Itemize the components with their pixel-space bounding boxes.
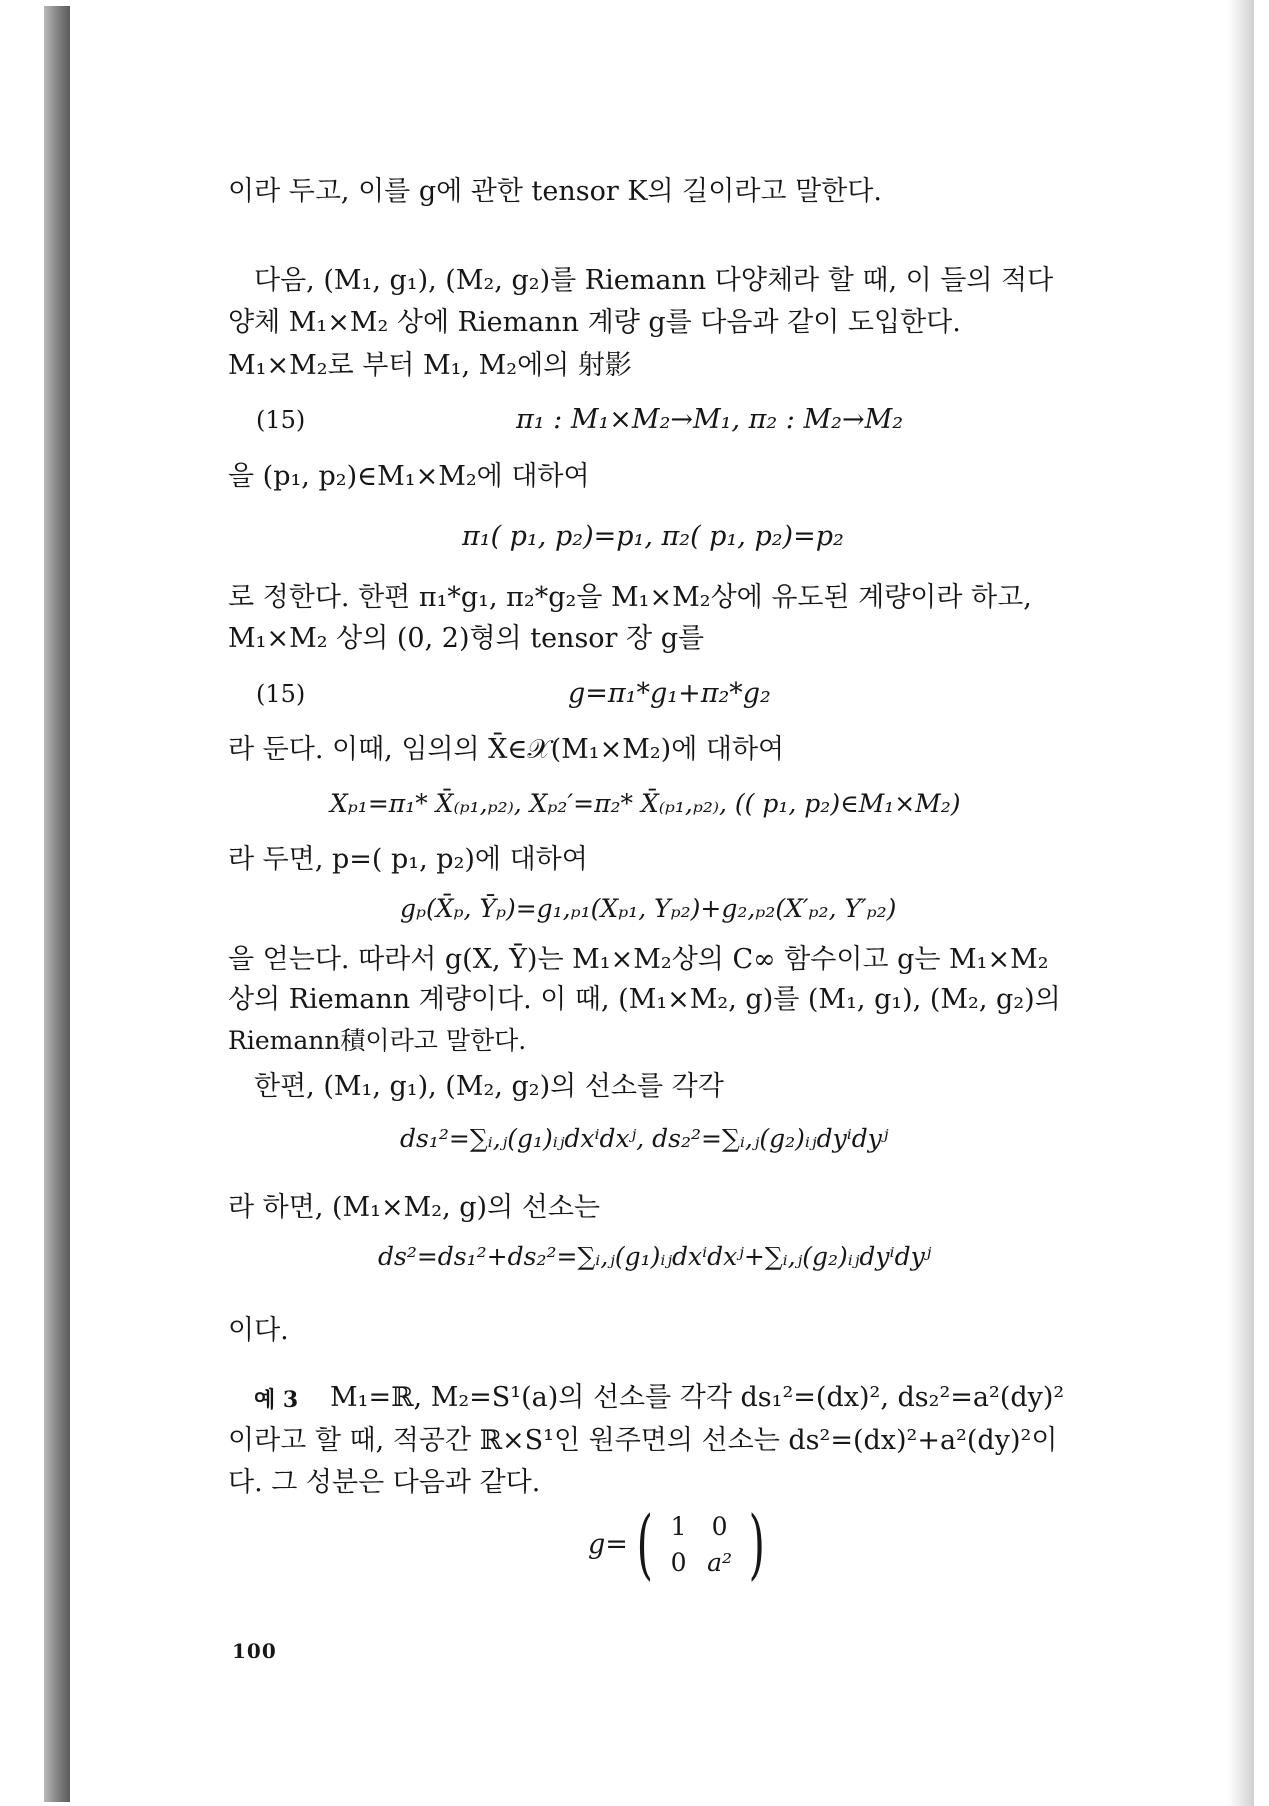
text-line: M₁×M₂로 부터 M₁, M₂에의 射影 (228, 350, 632, 381)
text-line: 라 하면, (M₁×M₂, g)의 선소는 (228, 1192, 600, 1223)
text-line: Riemann積이라고 말한다. (228, 1026, 527, 1055)
matrix-left-paren: ( (636, 1499, 653, 1588)
equation: g=π₁*g₁+π₂*g₂ (568, 678, 771, 709)
book-spine (44, 6, 70, 1802)
text-line: M₁=ℝ, M₂=S¹(a)의 선소를 각각 ds₁²=(dx)², ds₂²=a²(dy)² (330, 1382, 1065, 1413)
matrix-right-paren: ) (748, 1499, 765, 1588)
text-line: 다. 그 성분은 다음과 같다. (228, 1467, 541, 1498)
text-line: 상의 Riemann 계량이다. 이 때, (M₁×M₂, g)를 (M₁, g₁), (M₂, g₂)의 (228, 984, 1061, 1015)
text-line: 을 (p₁, p₂)∈M₁×M₂에 대하여 (228, 461, 590, 492)
equation: π₁ : M₁×M₂→M₁, π₂ : M₂→M₂ (516, 404, 904, 435)
metric-matrix (588, 1500, 771, 1588)
equation: gₚ(X̄ₚ, Ȳₚ)=g₁,ₚ₁(Xₚ₁, Yₚ₂)+g₂,ₚ₂(X′ₚ₂, Y′ₚ₂) (400, 894, 897, 923)
equation: π₁( p₁, p₂)=p₁, π₂( p₁, p₂)=p₂ (462, 521, 844, 552)
matrix-lhs: g= (588, 1528, 628, 1560)
equation: ds₁²=∑ᵢ,ⱼ(g₁)ᵢⱼdxⁱdxʲ, ds₂²=∑ᵢ,ⱼ(g₂)ᵢⱼdyⁱdyʲ (400, 1124, 889, 1153)
matrix-cell: 1 (670, 1511, 687, 1541)
page-number: 100 (232, 1639, 277, 1663)
text-line: 로 정한다. 한편 π₁*g₁, π₂*g₂을 M₁×M₂상에 유도된 계량이라 하고, (228, 582, 1032, 613)
example-label: 예 3 (254, 1387, 299, 1413)
page-edge-shadow (1228, 0, 1254, 1806)
text-line: 이라 두고, 이를 g에 관한 tensor K의 길이라고 말한다. (228, 176, 882, 207)
equation-number: (15) (256, 406, 306, 434)
equation: Xₚ₁=π₁* X̄₍ₚ₁,ₚ₂₎, Xₚ₂′=π₂* X̄₍ₚ₁,ₚ₂₎, (( p₁, p₂)∈M₁×M₂) (330, 789, 961, 818)
equation-number: (15) (256, 680, 306, 708)
text-line: 양체 M₁×M₂ 상에 Riemann 계량 g를 다음과 같이 도입한다. (228, 307, 961, 338)
matrix-cell: a² (707, 1547, 733, 1577)
text-line: 이라고 할 때, 적공간 ℝ×S¹인 원주면의 선소는 ds²=(dx)²+a²(dy)²이 (228, 1425, 1058, 1456)
matrix-entries (660, 1508, 742, 1580)
text-line: 을 얻는다. 따라서 g(X, Ȳ)는 M₁×M₂상의 C∞ 함수이고 g는 M₁×M₂ (228, 944, 1049, 975)
matrix-cell: 0 (670, 1547, 687, 1577)
text-line: M₁×M₂ 상의 (0, 2)형의 tensor 장 g를 (228, 623, 705, 654)
text-line: 라 둔다. 이때, 임의의 X̄∈𝒳(M₁×M₂)에 대하여 (228, 734, 785, 765)
text-line: 한편, (M₁, g₁), (M₂, g₂)의 선소를 각각 (254, 1071, 724, 1102)
text-line: 라 두면, p=( p₁, p₂)에 대하여 (228, 844, 588, 875)
equation: ds²=ds₁²+ds₂²=∑ᵢ,ⱼ(g₁)ᵢⱼdxⁱdxʲ+∑ᵢ,ⱼ(g₂)ᵢⱼdyⁱdyʲ (378, 1242, 932, 1271)
text-line: 이다. (228, 1315, 289, 1346)
matrix-cell: 0 (711, 1511, 728, 1541)
text-line: 다음, (M₁, g₁), (M₂, g₂)를 Riemann 다양체라 할 때, 이 들의 적다 (254, 265, 1054, 296)
